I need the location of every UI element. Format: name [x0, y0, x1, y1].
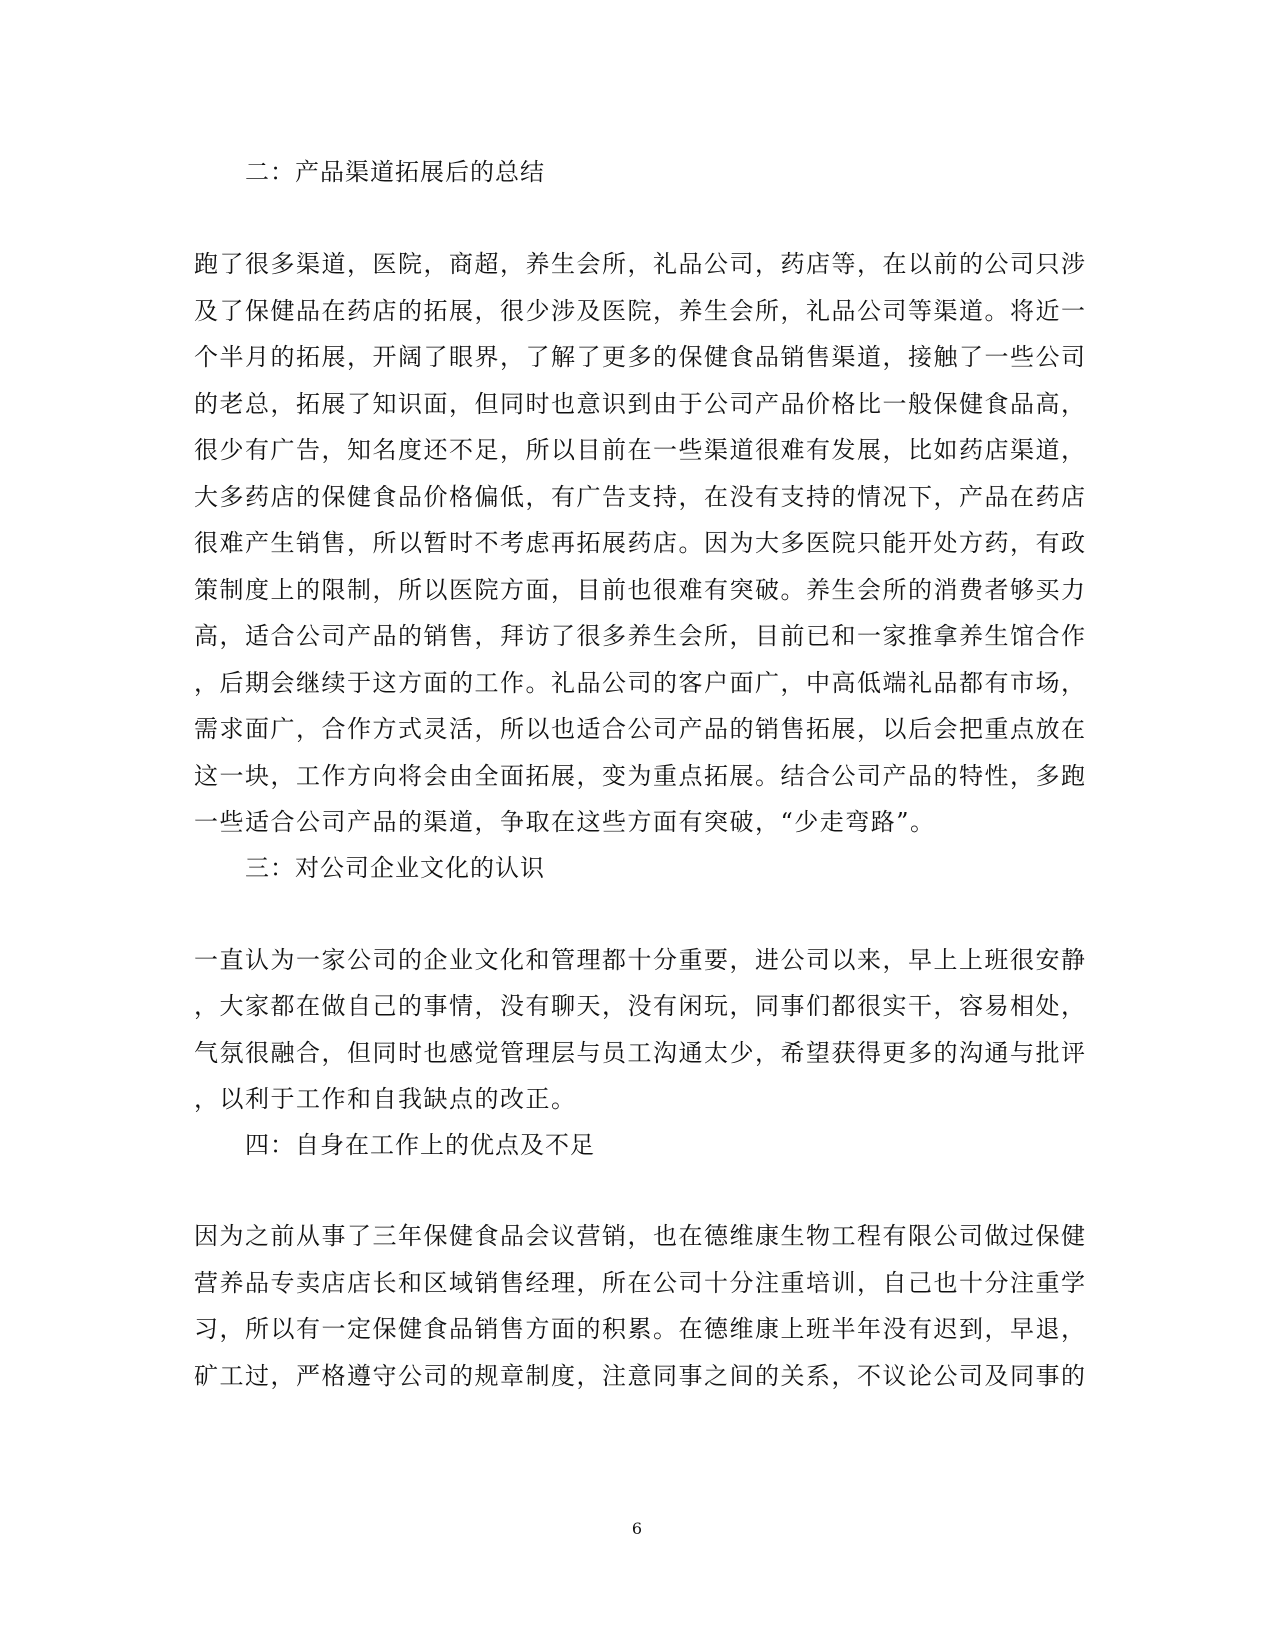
paragraph-line: 跑了很多渠道，医院，商超，养生会所，礼品公司，药店等，在以前的公司只涉: [194, 250, 1087, 278]
paragraph-line: 营养品专卖店店长和区域销售经理，所在公司十分注重培训，自己也十分注重学: [194, 1269, 1087, 1297]
paragraph-line: ，后期会继续于这方面的工作。礼品公司的客户面广，中高低端礼品都有市场，: [194, 669, 1087, 697]
paragraph-line: 这一块，工作方向将会由全面拓展，变为重点拓展。结合公司产品的特性，多跑: [194, 762, 1087, 790]
paragraph-line: 及了保健品在药店的拓展，很少涉及医院，养生会所，礼品公司等渠道。将近一: [194, 297, 1087, 325]
paragraph-line: 个半月的拓展，开阔了眼界，了解了更多的保健食品销售渠道，接触了一些公司: [194, 343, 1087, 371]
paragraph-line: 一些适合公司产品的渠道，争取在这些方面有突破，“少走弯路”。: [194, 808, 936, 836]
paragraph-line: 大多药店的保健食品价格偏低，有广告支持，在没有支持的情况下，产品在药店: [194, 483, 1087, 511]
section-heading-corporate-culture: 三：对公司企业文化的认识: [245, 854, 545, 882]
paragraph-line: ，以利于工作和自我缺点的改正。: [194, 1085, 577, 1113]
paragraph-line: 一直认为一家公司的企业文化和管理都十分重要，进公司以来，早上上班很安静: [194, 946, 1087, 974]
paragraph-line: 需求面广，合作方式灵活，所以也适合公司产品的销售拓展，以后会把重点放在: [194, 715, 1087, 743]
paragraph-line: 习，所以有一定保健食品销售方面的积累。在德维康上班半年没有迟到，早退，: [194, 1315, 1087, 1343]
paragraph-line: 高，适合公司产品的销售，拜访了很多养生会所，目前已和一家推拿养生馆合作: [194, 622, 1087, 650]
paragraph-line: 矿工过，严格遵守公司的规章制度，注意同事之间的关系，不议论公司及同事的: [194, 1362, 1087, 1390]
paragraph-line: 很难产生销售，所以暂时不考虑再拓展药店。因为大多医院只能开处方药，有政: [194, 529, 1087, 557]
paragraph-line: 策制度上的限制，所以医院方面，目前也很难有突破。养生会所的消费者够买力: [194, 576, 1087, 604]
paragraph-line: 气氛很融合，但同时也感觉管理层与员工沟通太少，希望获得更多的沟通与批评: [194, 1039, 1087, 1067]
page-number: 6: [631, 1519, 643, 1538]
section-heading-strengths-weaknesses: 四：自身在工作上的优点及不足: [245, 1131, 595, 1159]
paragraph-line: ，大家都在做自己的事情，没有聊天，没有闲玩，同事们都很实干，容易相处，: [194, 992, 1087, 1020]
paragraph-line: 很少有广告，知名度还不足，所以目前在一些渠道很难有发展，比如药店渠道，: [194, 436, 1087, 464]
section-heading-channel-summary: 二：产品渠道拓展后的总结: [245, 158, 545, 186]
paragraph-line: 的老总，拓展了知识面，但同时也意识到由于公司产品价格比一般保健食品高，: [194, 390, 1087, 418]
paragraph-line: 因为之前从事了三年保健食品会议营销，也在德维康生物工程有限公司做过保健: [194, 1222, 1087, 1250]
